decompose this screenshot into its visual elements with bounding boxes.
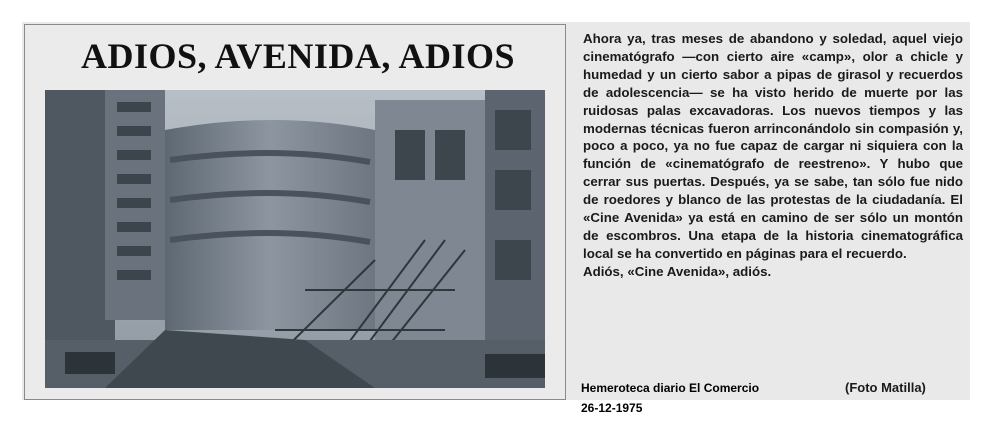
article-text: Ahora ya, tras meses de abandono y soledad, aquel viejo cinematógrafo —con cierto aire «camp», olor a chicle y humedad y un cierto sabor a pipas de girasol y recuerdos de adolescencia— se ha visto herido de muerte por las ruidosas palas excavadoras. Los nuevos tiempos y las modernas técnicas fueron arrinconándolo sin compasión y, poco a poco, ya no fue capaz de cargar ni siquiera con la función de «cinematógrafo de reestreno». Y hubo que cerrar sus puertas. Después, ya se sabe, tan sólo fue nido de roedores y blanco de las protestas de la ciudadanía. El «Cine Avenida» ya está en camino de ser sólo un montón de escombros. Una etapa de la historia cinematográfica local se ha convertido en páginas para el recuerdo.: [583, 31, 963, 261]
headline: ADIOS, AVENIDA, ADIOS: [81, 36, 515, 76]
demolition-photo-drawing: [45, 90, 545, 388]
cinema-photo: [45, 90, 545, 388]
publication-date: 26-12-1975: [581, 401, 643, 415]
article-body: [583, 30, 963, 372]
source-label: Hemeroteca diario El Comercio: [581, 381, 760, 395]
photo-credit: (Foto Matilla): [845, 380, 926, 395]
closing-line: Adiós, «Cine Avenida», adiós.: [583, 263, 772, 279]
